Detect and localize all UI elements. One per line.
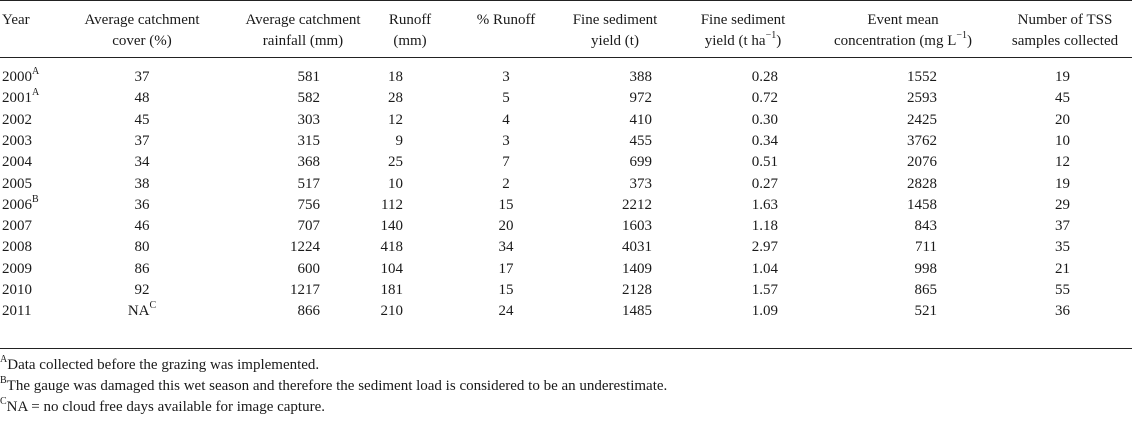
cell-runoff: 418 <box>380 239 403 255</box>
cell-fine-sediment-yield-ha: 0.27 <box>751 176 778 192</box>
header-runoff: Runoff (mm) <box>388 12 432 49</box>
table-row <box>0 67 1132 88</box>
table-row <box>0 152 1132 173</box>
cell-fine-sediment-yield: 1485 <box>622 303 652 319</box>
cell-runoff: 10 <box>388 176 403 192</box>
footnote-a: $^A$Data collected before the grazing was implemented. <box>0 354 320 373</box>
cell-fine-sediment-yield: 410 <box>629 112 652 128</box>
footnote-b: $^B$The gauge was damaged this wet season and therefore the sediment load is considered to be an underestimate. <box>0 375 668 394</box>
cell-year: $2000^A$ <box>2 66 40 85</box>
cell-tss-samples: 45 <box>1055 90 1070 106</box>
footnote-c: $^C$NA = no cloud free days available for image capture. <box>0 396 326 415</box>
cell-year: 2002 <box>2 112 32 128</box>
cell-tss-samples: 10 <box>1055 133 1070 149</box>
cell-pct-runoff: 15 <box>498 282 514 298</box>
cell-pct-runoff: 24 <box>498 303 514 319</box>
cell-pct-runoff: 3 <box>502 133 510 149</box>
cell-cover: 45 <box>134 112 150 128</box>
cell-rainfall: 1224 <box>290 239 320 255</box>
header-tss-samples: Number of TSS samples collected <box>1011 12 1119 49</box>
cell-cover: 46 <box>134 218 150 234</box>
cell-rainfall: 368 <box>297 154 320 170</box>
cell-rainfall: 866 <box>297 303 320 319</box>
cell-year: 2004 <box>2 154 32 170</box>
cell-runoff: 112 <box>381 197 403 213</box>
cell-event-mean-concentration: 2593 <box>907 90 937 106</box>
cell-cover: 86 <box>134 261 150 277</box>
cell-pct-runoff: 15 <box>498 197 514 213</box>
table-row <box>0 110 1132 131</box>
cell-pct-runoff: 20 <box>498 218 514 234</box>
cell-fine-sediment-yield-ha: 0.72 <box>751 90 778 106</box>
cell-tss-samples: 29 <box>1055 197 1070 213</box>
cell-event-mean-concentration: 711 <box>915 239 937 255</box>
cell-runoff: 28 <box>388 90 403 106</box>
table-row <box>0 280 1132 301</box>
cell-tss-samples: 19 <box>1055 69 1070 85</box>
header-pct-runoff: % Runoff <box>476 12 536 28</box>
cell-rainfall: 581 <box>297 69 320 85</box>
header-fine-sediment-yield-ha: Fine sediment yield (t $ha^{-1}$) <box>700 12 786 49</box>
cell-cover: $NA^C$ <box>127 300 157 319</box>
cell-cover: 37 <box>134 69 150 85</box>
cell-fine-sediment-yield-ha: 1.04 <box>751 261 778 277</box>
cell-fine-sediment-yield-ha: 2.97 <box>751 239 778 255</box>
cell-year: $2006^B$ <box>2 194 39 213</box>
cell-fine-sediment-yield: 388 <box>629 69 652 85</box>
cell-event-mean-concentration: 843 <box>914 218 937 234</box>
cell-runoff: 140 <box>380 218 403 234</box>
table-row <box>0 259 1132 280</box>
cell-year: 2011 <box>2 303 32 319</box>
cell-fine-sediment-yield-ha: 1.18 <box>751 218 778 234</box>
cell-fine-sediment-yield-ha: 1.63 <box>751 197 778 213</box>
cell-event-mean-concentration: 521 <box>914 303 937 319</box>
cell-cover: 48 <box>134 90 150 106</box>
cell-cover: 92 <box>134 282 150 298</box>
cell-fine-sediment-yield-ha: 1.09 <box>751 303 778 319</box>
cell-event-mean-concentration: 3762 <box>907 133 937 149</box>
cell-tss-samples: 36 <box>1055 303 1070 319</box>
table-row <box>0 131 1132 152</box>
cell-tss-samples: 12 <box>1055 154 1070 170</box>
cell-year: 2008 <box>2 239 32 255</box>
cell-fine-sediment-yield-ha: 0.28 <box>751 69 778 85</box>
cell-fine-sediment-yield: 699 <box>629 154 652 170</box>
cell-tss-samples: 21 <box>1055 261 1070 277</box>
cell-year: 2010 <box>2 282 32 298</box>
cell-year: 2005 <box>2 176 32 192</box>
cell-rainfall: 756 <box>297 197 320 213</box>
cell-rainfall: 315 <box>297 133 320 149</box>
cell-pct-runoff: 2 <box>502 176 510 192</box>
cell-fine-sediment-yield: 972 <box>629 90 652 106</box>
cell-fine-sediment-yield-ha: 0.30 <box>751 112 778 128</box>
table-row <box>0 237 1132 258</box>
cell-pct-runoff: 7 <box>502 154 510 170</box>
cell-cover: 37 <box>134 133 150 149</box>
cell-pct-runoff: 3 <box>502 69 510 85</box>
cell-runoff: 9 <box>395 133 403 149</box>
cell-event-mean-concentration: 2425 <box>907 112 937 128</box>
cell-year: 2009 <box>2 261 32 277</box>
cell-runoff: 210 <box>380 303 403 319</box>
header-rainfall: Average catchment rainfall (mm) <box>245 12 361 49</box>
cell-runoff: 25 <box>388 154 403 170</box>
cell-pct-runoff: 5 <box>502 90 510 106</box>
cell-year: 2007 <box>2 218 32 234</box>
table-bottom-rule <box>0 348 1132 349</box>
cell-event-mean-concentration: 2076 <box>907 154 937 170</box>
cell-rainfall: 582 <box>297 90 320 106</box>
cell-fine-sediment-yield-ha: 0.51 <box>751 154 778 170</box>
cell-rainfall: 303 <box>297 112 320 128</box>
cell-tss-samples: 55 <box>1055 282 1070 298</box>
cell-event-mean-concentration: 2828 <box>907 176 937 192</box>
table-row <box>0 301 1132 322</box>
cell-fine-sediment-yield: 455 <box>629 133 652 149</box>
cell-runoff: 181 <box>380 282 403 298</box>
cell-event-mean-concentration: 998 <box>914 261 937 277</box>
cell-cover: 80 <box>134 239 150 255</box>
cell-fine-sediment-yield-ha: 0.34 <box>751 133 778 149</box>
cell-fine-sediment-yield: 2212 <box>622 197 652 213</box>
header-year: Year <box>2 12 30 28</box>
cell-rainfall: 707 <box>297 218 320 234</box>
header-event-mean-concentration: Event mean concentration (mg $L^{-1}$) <box>833 12 973 49</box>
cell-fine-sediment-yield-ha: 1.57 <box>751 282 778 298</box>
cell-rainfall: 517 <box>297 176 320 192</box>
cell-cover: 38 <box>134 176 150 192</box>
cell-event-mean-concentration: 865 <box>914 282 937 298</box>
cell-fine-sediment-yield: 1409 <box>622 261 652 277</box>
cell-fine-sediment-yield: 2128 <box>622 282 652 298</box>
table-row <box>0 174 1132 195</box>
cell-fine-sediment-yield: 1603 <box>622 218 652 234</box>
cell-rainfall: 600 <box>297 261 320 277</box>
header-fine-sediment-yield: Fine sediment yield (t) <box>572 12 658 49</box>
cell-tss-samples: 35 <box>1055 239 1070 255</box>
table-row <box>0 195 1132 216</box>
cell-event-mean-concentration: 1458 <box>907 197 937 213</box>
cell-cover: 36 <box>134 197 150 213</box>
cell-cover: 34 <box>134 154 150 170</box>
header-cover: Average catchment cover (%) <box>84 12 200 49</box>
cell-year: $2001^A$ <box>2 87 40 106</box>
cell-rainfall: 1217 <box>290 282 320 298</box>
cell-year: 2003 <box>2 133 32 149</box>
header-rule <box>0 57 1132 58</box>
cell-pct-runoff: 17 <box>498 261 514 277</box>
cell-runoff: 18 <box>388 69 403 85</box>
cell-event-mean-concentration: 1552 <box>907 69 937 85</box>
cell-runoff: 104 <box>380 261 403 277</box>
table-row <box>0 216 1132 237</box>
cell-tss-samples: 20 <box>1055 112 1070 128</box>
cell-pct-runoff: 4 <box>502 112 510 128</box>
cell-fine-sediment-yield: 373 <box>629 176 652 192</box>
cell-pct-runoff: 34 <box>498 239 514 255</box>
table-top-rule <box>0 0 1132 1</box>
cell-runoff: 12 <box>388 112 403 128</box>
cell-tss-samples: 37 <box>1055 218 1070 234</box>
table-row <box>0 88 1132 109</box>
cell-fine-sediment-yield: 4031 <box>622 239 652 255</box>
cell-tss-samples: 19 <box>1055 176 1070 192</box>
